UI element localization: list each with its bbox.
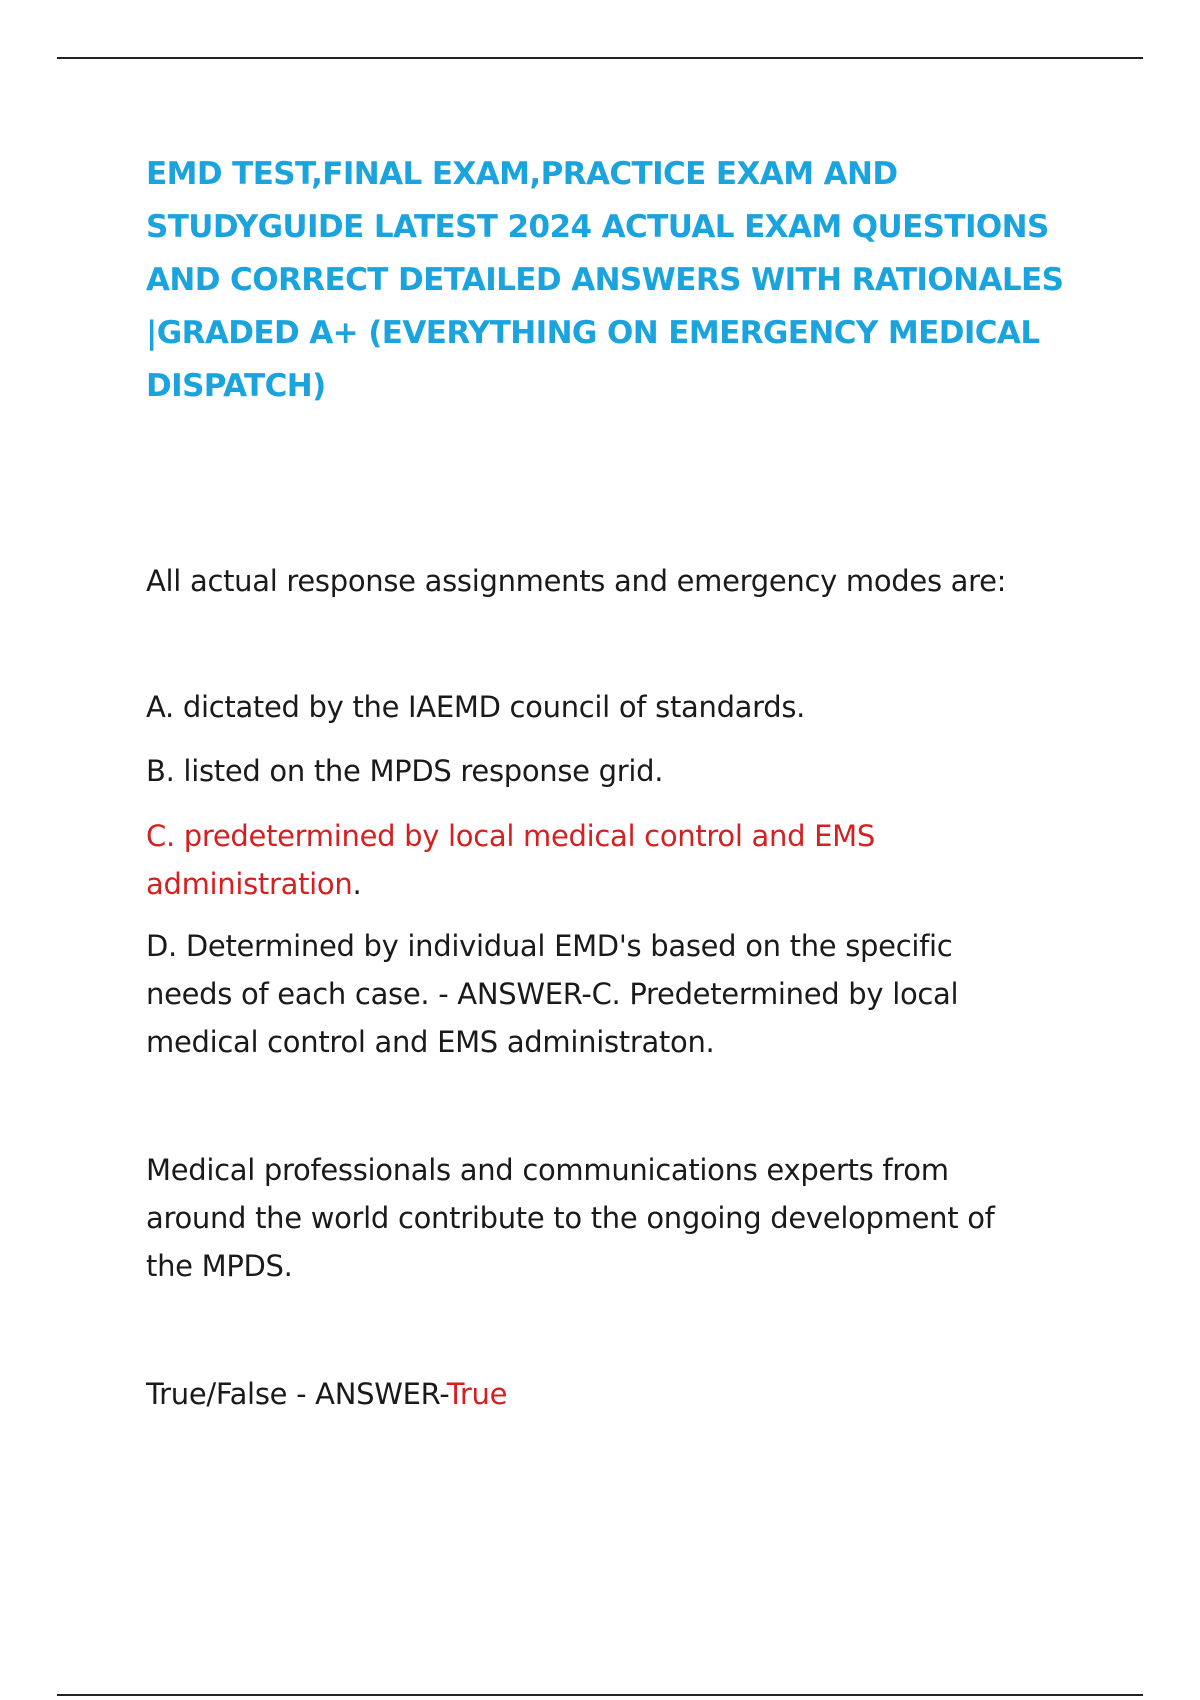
option-d-line: needs of each case. - ANSWER-C. Predetermined by local: [146, 977, 959, 1011]
question-2-line: Medical professionals and communications experts from: [146, 1153, 949, 1187]
question-1-option-a: A. dictated by the IAEMD council of standards.: [146, 690, 806, 724]
answer-value: True: [446, 1377, 508, 1411]
question-1-option-c-correct: [146, 812, 1076, 908]
bottom-rule: [57, 1694, 1143, 1696]
option-c-period: .: [352, 867, 362, 901]
option-d-line: medical control and EMS administraton.: [146, 1025, 715, 1059]
title-line: DISPATCH): [146, 368, 326, 404]
question-2-line: around the world contribute to the ongoing development of: [146, 1201, 995, 1235]
option-c-line: C. predetermined by local medical control and EMS: [146, 819, 875, 853]
title-line: EMD TEST,FINAL EXAM,PRACTICE EXAM AND: [146, 156, 898, 192]
question-1-option-d-with-answer: [146, 922, 1076, 1066]
question-2-line: the MPDS.: [146, 1249, 293, 1283]
title-line: AND CORRECT DETAILED ANSWERS WITH RATIONALES: [146, 262, 1064, 298]
option-c-line: administration: [146, 867, 353, 901]
question-2-stem: [146, 1146, 1076, 1290]
option-d-line: D. Determined by individual EMD's based on the specific: [146, 929, 953, 963]
question-1-stem: All actual response assignments and emergency modes are:: [146, 564, 1007, 598]
question-2-answer: [146, 1370, 1076, 1418]
title-line: |GRADED A+ (EVERYTHING ON EMERGENCY MEDICAL: [146, 315, 1040, 351]
document-title: [146, 148, 1076, 413]
answer-prefix: True/False - ANSWER-: [146, 1377, 447, 1411]
question-1-option-b: B. listed on the MPDS response grid.: [146, 754, 664, 788]
title-line: STUDYGUIDE LATEST 2024 ACTUAL EXAM QUESTIONS: [146, 209, 1049, 245]
top-rule: [57, 57, 1143, 59]
